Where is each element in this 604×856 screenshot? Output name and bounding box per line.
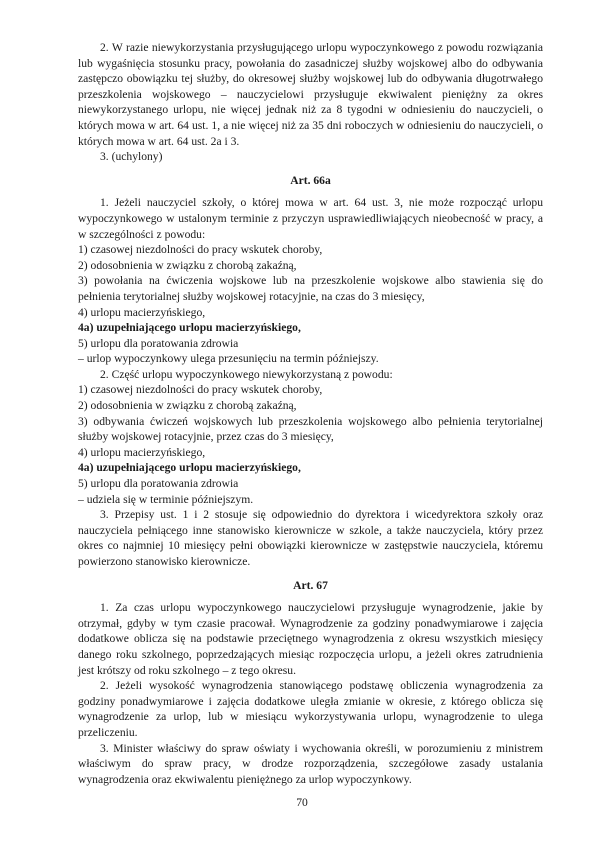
art66a-paragraph-1-intro: 1. Jeżeli nauczyciel szkoły, o której mowa w art. 64 ust. 3, nie może rozpocząć urlopu wypoczynkowego w ustalonym terminie z przyczyn usprawiedliwiających nieobecność w pracy, a w szczególności z powodu: bbox=[78, 196, 543, 241]
art67-paragraph-2: 2. Jeżeli wysokość wynagrodzenia stanowiącego podstawę obliczenia wynagrodzenia za godziny ponadwymiarowe i zajęcia dodatkowe uległa zmianie w okresie, z którego oblicza się wynagrodzenie za urlop, lub w miesiącu wykorzystywania urlopu, wynagrodzenie to ulega przeliczeniu. bbox=[78, 679, 543, 739]
art66a-p1-item-4: 4) urlopu macierzyńskiego, bbox=[78, 305, 206, 319]
paragraph-prev-2: 2. W razie niewykorzystania przysługującego urlopu wypoczynkowego z powodu rozwiązania lub wygaśnięcia stosunku pracy, powołania do zasadniczej służby wojskowej albo do odbywania zastępczo obowiązku tej służby, do okresowej służby wojskowej lub do odbywania długotrwałego przeszkolenia wojskowego – nauczycielowi przysługuje ekwiwalent pieniężny za okres niewykorzystanego urlopu, nie więcej jednak niż za 8 tygodni w odniesieniu do nauczycieli, o których mowa w art. 64 ust. 1, a nie więcej niż za 35 dni roboczych w odniesieniu do nauczycieli, o których mowa w art. 64 ust. 2a i 3. bbox=[78, 41, 543, 148]
art66a-p2-item-2: 2) odosobnienia w związku z chorobą zakaźną, bbox=[78, 399, 297, 413]
art66a-p1-item-2: 2) odosobnienia w związku z chorobą zakaźną, bbox=[78, 258, 297, 272]
page-number: 70 bbox=[296, 796, 308, 809]
art66a-p2-item-4: 4) urlopu macierzyńskiego, bbox=[78, 445, 206, 459]
art66a-p1-outro: – urlop wypoczynkowy ulega przesunięciu na termin późniejszy. bbox=[78, 352, 379, 366]
art66a-p1-item-5: 5) urlopu dla poratowania zdrowia bbox=[78, 336, 239, 350]
article-67-heading: Art. 67 bbox=[293, 578, 328, 592]
art66a-p2-item-3: 3) odbywania ćwiczeń wojskowych lub przeszkolenia wojskowego albo pełnienia terytorialnej służby wojskowej rotacyjnie, przez czas do 3 miesięcy, bbox=[78, 414, 543, 444]
art66a-paragraph-3: 3. Przepisy ust. 1 i 2 stosuje się odpowiednio do dyrektora i wicedyrektora szkoły oraz nauczyciela pełniącego inne stanowisko kierownicze w szkole, a także nauczyciela, który przez okres co najmniej 10 miesięcy pełni obowiązki kierownicze w zastępstwie nauczyciela, któremu powierzono stanowisko kierownicze. bbox=[78, 508, 543, 568]
art66a-p2-item-1: 1) czasowej niezdolności do pracy wskutek choroby, bbox=[78, 383, 323, 397]
art66a-p1-item-3: 3) powołania na ćwiczenia wojskowe lub na przeszkolenie wojskowe albo stawienia się do pełnienia terytorialnej służby wojskowej rotacyjnie, na czas do 3 miesięcy, bbox=[78, 274, 543, 303]
art66a-p1-item-1: 1) czasowej niezdolności do pracy wskutek choroby, bbox=[78, 243, 323, 257]
art67-paragraph-3: 3. Minister właściwy do spraw oświaty i wychowania określi, w porozumieniu z ministrem właściwym do spraw pracy, w drodze rozporządzenia, szczegółowe zasady ustalania wynagrodzenia oraz ekwiwalentu pieniężnego za urlop wypoczynkowy. bbox=[78, 741, 543, 786]
art66a-p2-item-5: 5) urlopu dla poratowania zdrowia bbox=[78, 477, 239, 491]
article-66a-heading: Art. 66a bbox=[290, 173, 331, 187]
art66a-p2-item-4a: 4a) uzupełniającego urlopu macierzyńskiego, bbox=[78, 461, 301, 475]
art66a-p2-outro: – udziela się w terminie późniejszym. bbox=[78, 492, 254, 506]
art66a-paragraph-2-intro: 2. Część urlopu wypoczynkowego niewykorzystaną z powodu: bbox=[100, 367, 393, 381]
art66a-p1-item-4a: 4a) uzupełniającego urlopu macierzyńskiego, bbox=[78, 321, 301, 335]
art67-paragraph-1: 1. Za czas urlopu wypoczynkowego nauczycielowi przysługuje wynagrodzenie, jakie by otrzymał, gdyby w tym czasie pracował. Wynagrodzenie za godziny ponadwymiarowe i zajęcia dodatkowe oblicza się na podstawie przeciętnego wynagrodzenia z okresu wszystkich miesięcy danego roku szkolnego, poprzedzających miesiąc rozpoczęcia urlopu, a jeżeli okres zatrudnienia jest krótszy od roku szkolnego – z tego okresu. bbox=[78, 601, 543, 677]
document-page bbox=[78, 40, 543, 787]
paragraph-prev-3: 3. (uchylony) bbox=[100, 150, 163, 164]
